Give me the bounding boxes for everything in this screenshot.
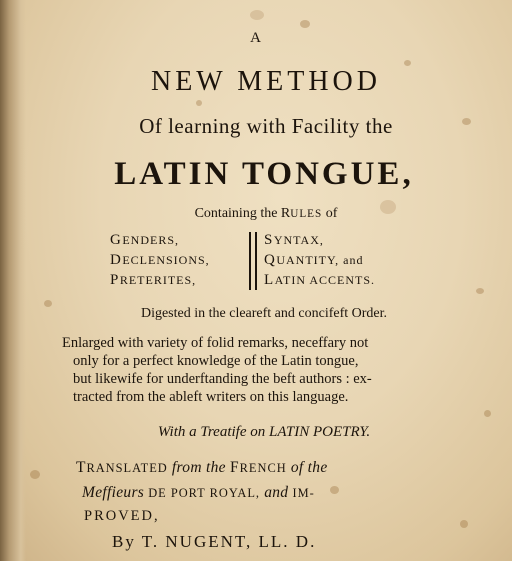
translated-line-2: Meffieurs DE PORT ROYAL, and IM- bbox=[82, 484, 315, 501]
rule-item-syntax: SYNTAX, bbox=[264, 232, 324, 248]
title-article: A bbox=[250, 30, 262, 46]
paragraph-line: tracted from the ableft writers on this language. bbox=[73, 389, 349, 405]
digested-line: Digested in the cleareft and concifeft Order. bbox=[140, 306, 388, 321]
column-divider-rule bbox=[249, 232, 251, 290]
paragraph-line: only for a perfect knowledge of the Latin tongue, bbox=[73, 353, 359, 369]
rule-item-genders: GENDERS, bbox=[110, 232, 180, 248]
author-line: By T. NUGENT, LL. D. bbox=[112, 532, 317, 551]
rule-item-quantity: QUANTITY, and bbox=[264, 252, 364, 268]
rules-right-column bbox=[264, 230, 464, 290]
translated-line-3: PROVED, bbox=[84, 508, 160, 524]
rules-cap: R bbox=[280, 206, 291, 221]
title-line-new-method: NEW METHOD bbox=[150, 66, 381, 97]
rules-columns bbox=[110, 230, 450, 294]
paragraph-line: but likewife for underftanding the beft authors : ex- bbox=[73, 371, 372, 387]
containing-pre: Containing the bbox=[194, 206, 281, 221]
translated-line-1: TRANSLATED from the FRENCH of the bbox=[76, 459, 328, 476]
column-divider-rule bbox=[255, 232, 257, 290]
containing-rules-line bbox=[10, 206, 512, 222]
rule-item-preterites: PRETERITES, bbox=[110, 272, 197, 288]
treatise-line: With a Treatife on LATIN POETRY. bbox=[157, 424, 371, 440]
containing-post: of bbox=[322, 206, 338, 221]
rule-item-declensions: DECLENSIONS, bbox=[110, 252, 210, 268]
enlarged-paragraph bbox=[62, 334, 462, 406]
rules-rest: ULES bbox=[290, 208, 323, 220]
title-line-latin-tongue: LATIN TONGUE, bbox=[114, 156, 414, 192]
title-line-learning: Of learning with Facility the bbox=[139, 114, 393, 138]
rules-left-column bbox=[110, 230, 246, 290]
paragraph-line: Enlarged with variety of folid remarks, neceffary not bbox=[62, 335, 369, 351]
rule-item-accents: LATIN ACCENTS. bbox=[264, 272, 376, 288]
